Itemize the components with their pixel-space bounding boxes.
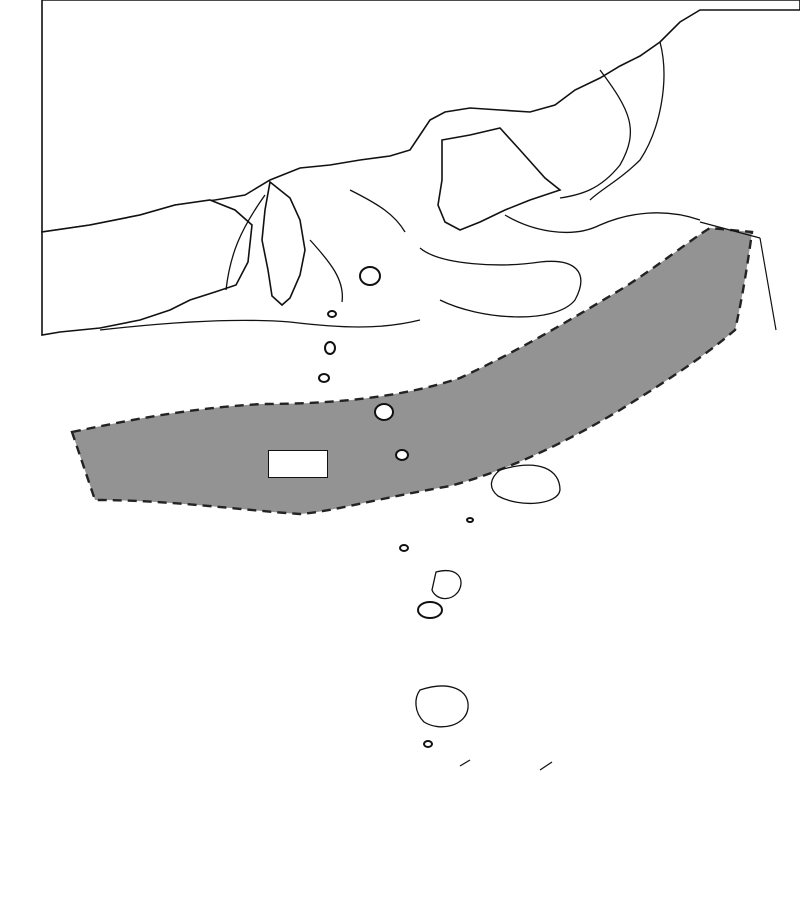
island-small-2 xyxy=(467,518,473,522)
sea-conditions-notes xyxy=(38,734,298,834)
island-mikura xyxy=(396,450,408,460)
honshu-coast xyxy=(42,0,800,232)
island-toshima xyxy=(328,311,336,317)
izu-peninsula xyxy=(262,182,305,305)
island-miyake xyxy=(375,404,393,420)
boso-peninsula xyxy=(438,128,560,230)
island-oshima xyxy=(360,267,380,285)
island-small-1 xyxy=(400,545,408,551)
island-hachijo xyxy=(418,602,442,618)
island-kozushima xyxy=(319,374,329,382)
island-niijima xyxy=(325,342,335,354)
kuroshio-label xyxy=(268,450,328,478)
island-aogashima xyxy=(424,741,432,747)
